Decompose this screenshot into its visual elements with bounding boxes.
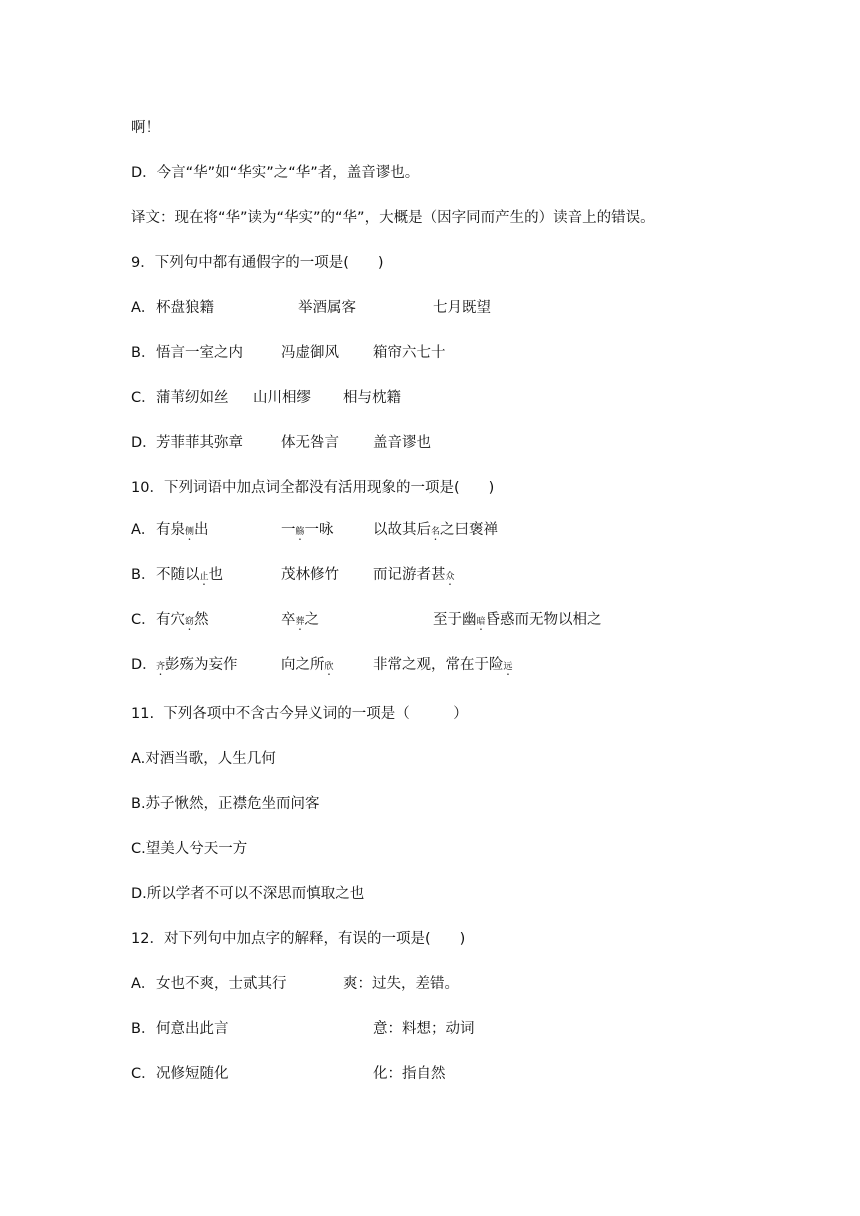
emphasized-char: 觞 (295, 527, 305, 537)
option-item: 齐彭殇为妄作 (156, 657, 238, 673)
emphasized-char: 齐 (156, 662, 166, 672)
q8-option-d: D．今言“华”如“华实”之“华”者，盖音谬也。 (131, 165, 420, 181)
emphasized-char: 葬 (295, 617, 305, 627)
option-item: 有穴窈然 (156, 612, 209, 628)
option-label: B． (131, 1021, 156, 1037)
option-item: 盖音谬也 (373, 435, 431, 451)
q11-stem: 11. 下列各项中不含古今异义词的一项是（ ） (131, 706, 468, 722)
text-line-intro: 啊！ (131, 120, 160, 136)
emphasized-char: 侧 (185, 527, 195, 537)
option-label: B． (131, 567, 156, 583)
option-item: 一觞一咏 (281, 522, 334, 538)
q11-option-b: B.苏子愀然，正襟危坐而问客 (131, 796, 320, 812)
option-item: 山川相缪 (253, 390, 311, 406)
option-item: 体无咎言 (281, 435, 339, 451)
option-item: 箱帘六七十 (373, 345, 446, 361)
option-item: 杯盘狼籍 (156, 300, 214, 316)
option-label: C． (131, 612, 156, 628)
option-note: 意：料想；动词 (373, 1021, 475, 1037)
emphasized-char: 欣 (324, 662, 334, 672)
q8-option-d-translation: 译文：现在将“华”读为“华实”的“华”，大概是（因字同而产生的）读音上的错误。 (131, 210, 655, 226)
option-label: B． (131, 345, 156, 361)
q11-option-c: C.望美人兮天一方 (131, 841, 248, 857)
emphasized-char: 众 (445, 572, 455, 582)
option-item: 向之所欣 (281, 657, 334, 673)
q12-stem: 12．对下列句中加点字的解释，有误的一项是( ) (131, 931, 466, 947)
option-item: 以故其后名之曰褒禅 (373, 522, 499, 538)
option-item: 有泉侧出 (156, 522, 209, 538)
option-item: 蒲苇纫如丝 (156, 390, 229, 406)
option-note: 爽：过失，差错。 (343, 976, 459, 992)
option-item: 不随以止也 (156, 567, 224, 583)
q11-option-d: D.所以学者不可以不深思而慎取之也 (131, 886, 365, 902)
option-item: 至于幽暗昏惑而无物以相之 (433, 612, 602, 628)
q10-stem: 10．下列词语中加点词全都没有活用现象的一项是( ) (131, 480, 495, 496)
q12-option-c (131, 1064, 446, 1144)
option-text: 况修短随化 (156, 1066, 229, 1082)
emphasized-char: 窈 (185, 617, 195, 627)
option-label: A． (131, 522, 156, 538)
option-label: D． (131, 435, 157, 451)
option-item: 相与枕籍 (343, 390, 401, 406)
emphasized-char: 远 (503, 662, 513, 672)
option-text: 女也不爽，士贰其行 (156, 976, 287, 992)
option-note: 化：指自然 (373, 1066, 446, 1082)
option-item: 卒葬之 (281, 612, 320, 628)
q11-option-a: A.对酒当歌，人生几何 (131, 751, 276, 767)
emphasized-char: 暗 (476, 617, 486, 627)
option-item: 茂林修竹 (281, 567, 339, 583)
option-item: 而记游者甚众 (373, 567, 455, 583)
option-item: 悟言一室之内 (156, 345, 243, 361)
option-label: A． (131, 976, 156, 992)
option-label: C． (131, 390, 156, 406)
option-label: A． (131, 300, 156, 316)
option-item: 芳菲菲其弥章 (156, 435, 243, 451)
option-item: 七月既望 (433, 300, 491, 316)
option-label: D． (131, 657, 157, 673)
option-item: 举酒属客 (298, 300, 356, 316)
option-item: 非常之观，常在于险远 (373, 657, 513, 673)
emphasized-char: 名 (431, 527, 441, 537)
option-item: 冯虚御风 (281, 345, 339, 361)
option-text: 何意出此言 (156, 1021, 229, 1037)
q9-stem: 9．下列句中都有通假字的一项是( ) (131, 255, 384, 271)
emphasized-char: 止 (199, 572, 209, 582)
option-label: C． (131, 1066, 156, 1082)
